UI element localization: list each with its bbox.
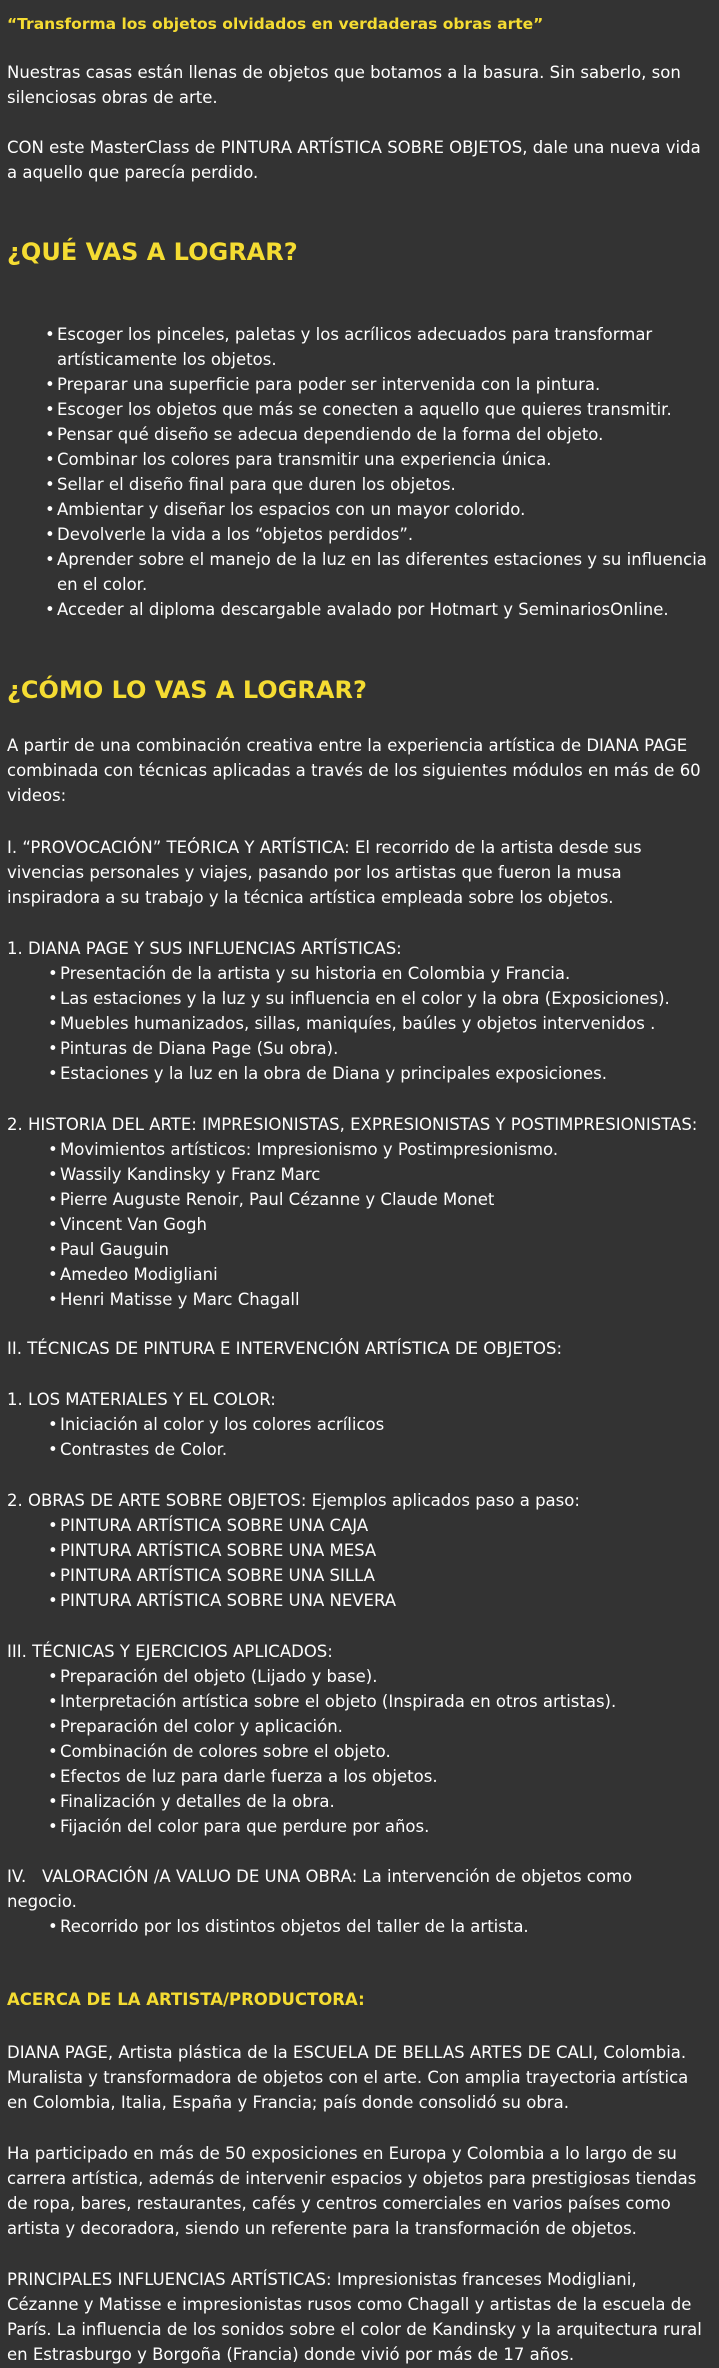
como-intro: A partir de una combinación creativa entre la experiencia artística de DIANA PAGE combinada con técnicas aplicadas a través de los siguientes módulos en más de 60 videos: bbox=[7, 736, 701, 805]
module-2-sub-2-title: 2. OBRAS DE ARTE SOBRE OBJETOS: Ejemplos aplicados paso a paso: bbox=[7, 1491, 580, 1510]
module-1-title: I. “PROVOCACIÓN” TEÓRICA Y ARTÍSTICA: El recorrido de la artista desde sus vivencias personales y viajes, pasando por los artistas que fueron la musa inspiradora a su trabajo y la técnica artística empleada sobre los objetos. bbox=[7, 838, 642, 907]
list-item: • Devolverle la vida a los “objetos perdidos”. bbox=[45, 522, 707, 547]
list-item: • Efectos de luz para darle fuerza a los objetos. bbox=[48, 1764, 707, 1789]
list-item: • Preparación del objeto (Lijado y base). bbox=[48, 1664, 707, 1689]
list-item: • Recorrido por los distintos objetos del taller de la artista. bbox=[48, 1914, 707, 1939]
module-3-list bbox=[48, 1664, 707, 1839]
list-item: • Muebles humanizados, sillas, maniquíes, baúles y objetos intervenidos . bbox=[48, 1011, 707, 1036]
list-item: • PINTURA ARTÍSTICA SOBRE UNA NEVERA bbox=[48, 1588, 707, 1613]
list-item: • Escoger los pinceles, paletas y los acrílicos adecuados para transformar artísticamente los objetos. bbox=[45, 322, 707, 372]
list-item: • Movimientos artísticos: Impresionismo y Postimpresionismo. bbox=[48, 1137, 707, 1162]
list-item: • Pinturas de Diana Page (Su obra). bbox=[48, 1036, 707, 1061]
lograr-list bbox=[45, 322, 707, 622]
artista-paragraph-1: DIANA PAGE, Artista plástica de la ESCUELA DE BELLAS ARTES DE CALI, Colombia. Muralista y transformadora de objetos con el arte. Con amplia trayectoria artística en Colombia, Italia, España y Francia; país donde consolidó su obra. bbox=[7, 2043, 689, 2112]
list-item: • PINTURA ARTÍSTICA SOBRE UNA CAJA bbox=[48, 1513, 707, 1538]
list-item: • Acceder al diploma descargable avalado por Hotmart y SeminariosOnline. bbox=[45, 597, 707, 622]
lograr-heading: ¿QUÉ VAS A LOGRAR? bbox=[7, 238, 298, 266]
intro-quote: “Transforma los objetos olvidados en verdaderas obras arte” bbox=[7, 15, 544, 33]
list-item: • Las estaciones y la luz y su influencia en el color y la obra (Exposiciones). bbox=[48, 986, 707, 1011]
module-1-sub-2-title: 2. HISTORIA DEL ARTE: IMPRESIONISTAS, EXPRESIONISTAS Y POSTIMPRESIONISTAS: bbox=[7, 1115, 698, 1134]
list-item: • Ambientar y diseñar los espacios con un mayor colorido. bbox=[45, 497, 707, 522]
list-item: • Aprender sobre el manejo de la luz en las diferentes estaciones y su influencia en el color. bbox=[45, 547, 707, 597]
list-item: • Contrastes de Color. bbox=[48, 1437, 707, 1462]
intro-paragraph-1: Nuestras casas están llenas de objetos que botamos a la basura. Sin saberlo, son silenciosas obras de arte. bbox=[7, 63, 681, 107]
list-item: • Vincent Van Gogh bbox=[48, 1212, 707, 1237]
artista-heading: ACERCA DE LA ARTISTA/PRODUCTORA: bbox=[7, 1990, 365, 2009]
como-heading: ¿CÓMO LO VAS A LOGRAR? bbox=[7, 676, 367, 704]
module-1-sub-1-list bbox=[48, 961, 707, 1086]
list-item: • PINTURA ARTÍSTICA SOBRE UNA SILLA bbox=[48, 1563, 707, 1588]
module-2-title: II. TÉCNICAS DE PINTURA E INTERVENCIÓN ARTÍSTICA DE OBJETOS: bbox=[7, 1339, 563, 1358]
list-item: • Fijación del color para que perdure por años. bbox=[48, 1814, 707, 1839]
list-item: • Escoger los objetos que más se conecten a aquello que quieres transmitir. bbox=[45, 397, 707, 422]
module-2-sub-2-list bbox=[48, 1513, 707, 1613]
list-item: • Combinar los colores para transmitir una experiencia única. bbox=[45, 447, 707, 472]
intro-paragraph-2: CON este MasterClass de PINTURA ARTÍSTICA SOBRE OBJETOS, dale una nueva vida a aquello que parecía perdido. bbox=[7, 138, 701, 182]
list-item: • Iniciación al color y los colores acrílicos bbox=[48, 1412, 707, 1437]
module-1-sub-1-title: 1. DIANA PAGE Y SUS INFLUENCIAS ARTÍSTICAS: bbox=[7, 939, 402, 958]
list-item: • Sellar el diseño final para que duren los objetos. bbox=[45, 472, 707, 497]
list-item: • Estaciones y la luz en la obra de Diana y principales exposiciones. bbox=[48, 1061, 707, 1086]
module-4-list bbox=[48, 1914, 707, 1939]
module-4-title: IV. VALORACIÓN /A VALUO DE UNA OBRA: La intervención de objetos como negocio. bbox=[7, 1867, 638, 1911]
module-2-sub-1-title: 1. LOS MATERIALES Y EL COLOR: bbox=[7, 1390, 276, 1409]
list-item: • Amedeo Modigliani bbox=[48, 1262, 707, 1287]
module-2-sub-1-list bbox=[48, 1412, 707, 1462]
artista-paragraph-3: PRINCIPALES INFLUENCIAS ARTÍSTICAS: Impresionistas franceses Modigliani, Cézanne y Matisse e impresionistas rusos como Chagall y artistas de la escuela de París. La influencia de los sonidos sobre el color de Kandinsky y la arquitectura rural en Estrasburgo y Borgoña (Francia) donde vivió por más de 17 años. bbox=[7, 2270, 702, 2364]
list-item: • Pensar qué diseño se adecua dependiendo de la forma del objeto. bbox=[45, 422, 707, 447]
list-item: • Wassily Kandinsky y Franz Marc bbox=[48, 1162, 707, 1187]
list-item: • Finalización y detalles de la obra. bbox=[48, 1789, 707, 1814]
list-item: • Preparación del color y aplicación. bbox=[48, 1714, 707, 1739]
artista-paragraph-2: Ha participado en más de 50 exposiciones en Europa y Colombia a lo largo de su carrera artística, además de intervenir espacios y objetos para prestigiosas tiendas de ropa, bares, restaurantes, cafés y centros comerciales en varios países como artista y decoradora, siendo un referente para la transformación de objetos. bbox=[7, 2144, 697, 2238]
list-item: • Henri Matisse y Marc Chagall bbox=[48, 1287, 707, 1312]
list-item: • Pierre Auguste Renoir, Paul Cézanne y Claude Monet bbox=[48, 1187, 707, 1212]
module-3-title: III. TÉCNICAS Y EJERCICIOS APLICADOS: bbox=[7, 1642, 333, 1661]
list-item: • Combinación de colores sobre el objeto. bbox=[48, 1739, 707, 1764]
list-item: • PINTURA ARTÍSTICA SOBRE UNA MESA bbox=[48, 1538, 707, 1563]
list-item: • Presentación de la artista y su historia en Colombia y Francia. bbox=[48, 961, 707, 986]
list-item: • Interpretación artística sobre el objeto (Inspirada en otros artistas). bbox=[48, 1689, 707, 1714]
module-1-sub-2-list bbox=[48, 1137, 707, 1312]
list-item: • Preparar una superficie para poder ser intervenida con la pintura. bbox=[45, 372, 707, 397]
list-item: • Paul Gauguin bbox=[48, 1237, 707, 1262]
